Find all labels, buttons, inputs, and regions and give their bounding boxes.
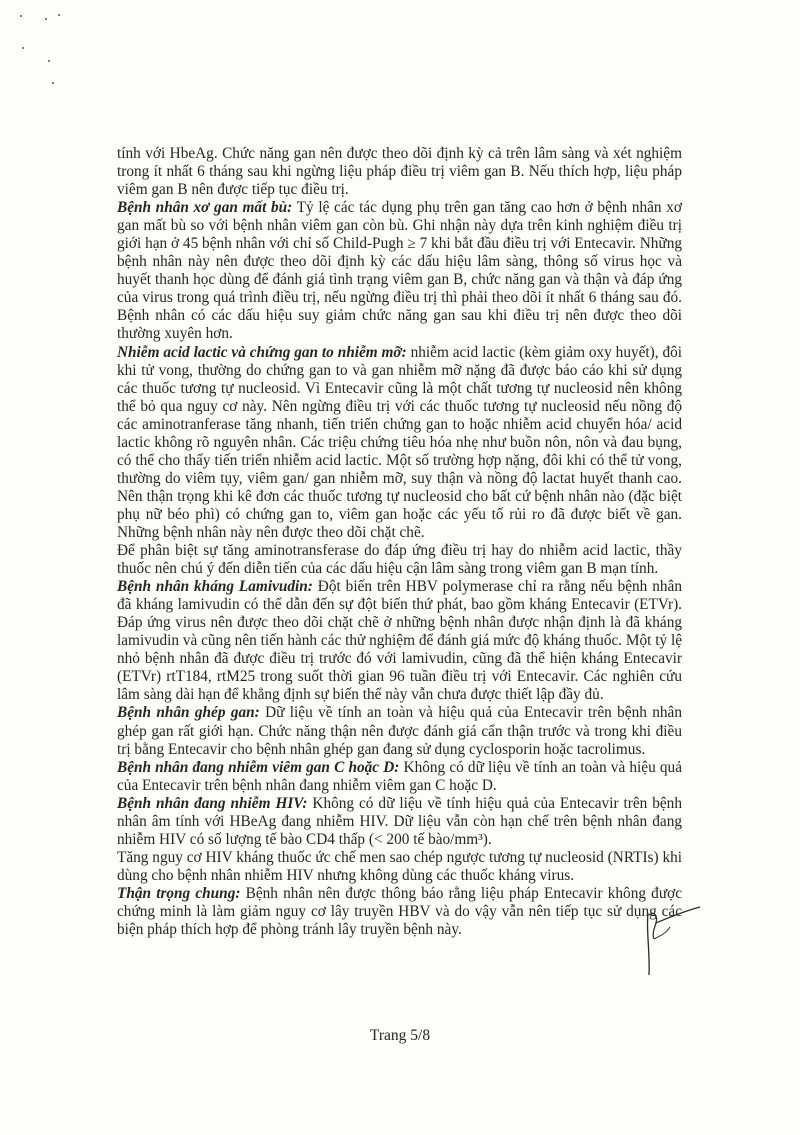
scan-speck [48, 60, 50, 62]
paragraph-lamivudine-resistance: Bệnh nhân kháng Lamivudin: Đột biến trên HBV polymerase chỉ ra rằng nếu bệnh nhân đã kháng lamivudin có thể dẫn đến sự đột biến thứ phát, bao gồm kháng Entecavir (ETVr). Đáp ứng virus nên được theo dõi chặt chẽ ở những bệnh nhân được nhận định là đã kháng lamivudin và cũng nên tiến hành các thử nghiệm để đánh giá mức độ kháng thuốc. Một tỷ lệ nhỏ bệnh nhân đã được điều trị trước đó với lamivudin, cũng đã thể hiện kháng Entecavir (ETVr) rtT184, rtM25 trong suốt thời gian 96 tuần điều trị với Entecavir. Các nghiên cứu lâm sàng dài hạn để khẳng định sự biến thể này vẫn chưa được thiết lập đầy đủ. [117, 578, 683, 704]
paragraph-general-caution: Thận trọng chung: Bệnh nhân nên được thông báo rằng liệu pháp Entecavir không được chứng minh là làm giảm nguy cơ lây truyền HBV và do vậy vẫn nên tiếp tục sử dụng các biện pháp thích hợp để phòng tránh lây truyền bệnh này. [117, 884, 683, 939]
scan-speck [58, 14, 60, 16]
scan-speck [45, 18, 47, 20]
paragraph-hepatitis-c-d: Bệnh nhân đang nhiễm viêm gan C hoặc D: Không có dữ liệu về tính an toàn và hiệu quả của Entecavir trên bệnh nhân đang nhiễm viêm gan C hoặc D. [117, 758, 682, 794]
section-heading: Bệnh nhân ghép gan: [117, 704, 260, 722]
scan-speck [22, 47, 24, 49]
section-heading: Nhiễm acid lactic và chứng gan to nhiễm mỡ: [117, 343, 407, 361]
paragraph-liver-transplant: Bệnh nhân ghép gan: Dữ liệu về tính an toàn và hiệu quả của Entecavir trên bệnh nhân ghép gan rất giới hạn. Chức năng thận nên được đánh giá cẩn thận trước và trong khi điều trị bằng Entecavir cho bệnh nhân ghép gan đang sử dụng cyclosporin hoặc tacrolimus. [117, 704, 682, 758]
scan-speck [20, 15, 22, 17]
paragraph-continuation: tính với HbeAg. Chức năng gan nên được theo dõi định kỳ cả trên lâm sàng và xét nghiệm trong ít nhất 6 tháng sau khi ngừng liệu pháp điều trị viêm gan B. Nếu thích hợp, liệu pháp viêm gan B nên được tiếp tục điều trị. [117, 145, 682, 199]
paragraph-nrti-resistance: Tăng nguy cơ HIV kháng thuốc ức chế men sao chép ngược tương tự nucleosid (NRTIs) khi dùng cho bệnh nhân nhiễm HIV nhưng không dùng các thuốc kháng virus. [117, 848, 682, 884]
section-heading: Bệnh nhân kháng Lamivudin: [117, 578, 313, 596]
section-heading: Bệnh nhân đang nhiễm viêm gan C hoặc D: [117, 758, 400, 776]
paragraph-hiv: Bệnh nhân đang nhiễm HIV: Không có dữ liệu về tính hiệu quả của Entecavir trên bệnh nhân âm tính với HBeAg đang nhiễm HIV. Dữ liệu vẫn còn hạn chế trên bệnh nhân đang nhiễm HIV có số lượng tế bào CD4 thấp (< 200 tế bào/mm³). [117, 794, 682, 848]
paragraph-lactic-acidosis: Nhiễm acid lactic và chứng gan to nhiễm mỡ: nhiễm acid lactic (kèm giảm oxy huyết), đôi khi tử vong, thường do chứng gan to và gan nhiễm mỡ nặng đã được báo cáo khi sử dụng các thuốc tương tự nucleosid. Vì Entecavir cũng là một chất tương tự nucleosid nên không thể bỏ qua nguy cơ này. Nên ngừng điều trị với các thuốc tương tự nucleosid nếu nồng độ các aminotranferase tăng nhanh, tiến triển chứng gan to hoặc nhiễm acid chuyển hóa/ acid lactic không rõ nguyên nhân. Các triệu chứng tiêu hóa nhẹ như buồn nôn, nôn và đau bụng, có thể cho thấy tiến triển nhiễm acid lactic. Một số trường hợp nặng, đôi khi có thể tử vong, thường do viêm tụy, viêm gan/ gan nhiễm mỡ, suy thận và nồng độ lactat huyết thanh cao. Nên thận trọng khi kê đơn các thuốc tương tự nucleosid cho bất cứ bệnh nhân nào (đặc biệt phụ nữ béo phì) có chứng gan to, viêm gan hoặc các yếu tố rủi ro đã được biết về gan. Những bệnh nhân này nên được theo dõi chặt chẽ. [117, 343, 682, 541]
section-heading: Thận trọng chung: [117, 884, 241, 902]
paragraph-aminotransferase: Để phân biệt sự tăng aminotransferase do đáp ứng điều trị hay do nhiễm acid lactic, thầy thuốc nên chú ý đến diễn tiến của các dấu hiệu cận lâm sàng trong viêm gan B mạn tính. [117, 542, 682, 578]
page-number: Trang 5/8 [369, 1027, 431, 1044]
handwritten-initial-mark [640, 905, 710, 985]
section-heading: Bệnh nhân xơ gan mất bù: [117, 199, 293, 217]
document-body [117, 145, 682, 939]
paragraph-decompensated-cirrhosis: Bệnh nhân xơ gan mất bù: Tỷ lệ các tác dụng phụ trên gan tăng cao hơn ở bệnh nhân xơ gan mất bù so với bệnh nhân viêm gan còn bù. Ghi nhận này dựa trên kinh nghiệm điều trị giới hạn ở 45 bệnh nhân với chỉ số Child-Pugh ≥ 7 khi bắt đầu điều trị với Entecavir. Những bệnh nhân này nên được theo dõi định kỳ các dấu hiệu lâm sàng, thông số virus học và huyết thanh học dùng để đánh giá tình trạng viêm gan B, chức năng gan và thận và đáp ứng của virus trong quá trình điều trị, nếu ngừng điều trị thì phải theo dõi ít nhất 6 tháng sau đó. Bệnh nhân có các dấu hiệu suy giảm chức năng gan sau khi điều trị nên được theo dõi thường xuyên hơn. [117, 199, 682, 343]
section-heading: Bệnh nhân đang nhiễm HIV: [117, 794, 308, 812]
scan-speck [52, 82, 54, 84]
